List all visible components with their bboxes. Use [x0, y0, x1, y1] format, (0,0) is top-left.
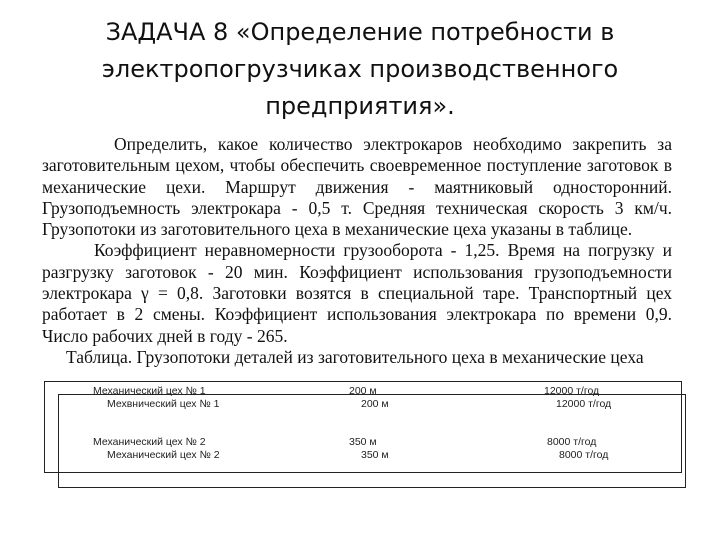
- table-row-2-shop-shadow: Механический цех № 2: [107, 449, 220, 461]
- table-row-1-distance-shadow: 200 м: [361, 398, 389, 410]
- table-row-2-shop: Механический цех № 2: [93, 436, 206, 448]
- table-row-1-flow: 12000 т/год: [544, 385, 600, 397]
- table-row-2-distance: 350 м: [349, 436, 377, 448]
- table-row-1-flow-shadow: 12000 т/год: [556, 398, 612, 410]
- table-row-2-flow-shadow: 8000 т/год: [559, 449, 609, 461]
- table-row-1-shop-shadow: Мехвнический цех № 1: [107, 398, 220, 410]
- table-row-1-shop: Механический цех № 1: [93, 385, 206, 397]
- slide-title: ЗАДАЧА 8 «Определение потребности в электропогрузчиках производственного предприятия».: [101, 18, 619, 120]
- paragraph-coefficients: Коэффициент неравномерности грузооборота - 1,25. Время на погрузку и разгрузку заготовок - 20 мин. Коэффициент использования грузоподъемности электрокара γ = 0,8. Заготовки возятся в специальной таре. Транспортный цех работает в 2 смены. Коэффициент использования электрокара по времени 0,9. Число рабочих дней в году - 265.: [42, 240, 672, 346]
- task-description: [42, 134, 672, 347]
- table-row-2-distance-shadow: 350 м: [361, 449, 389, 461]
- paragraph-conditions: Определить, какое количество электрокаров необходимо закрепить за заготовительным цехом, чтобы обеспечить своевременное поступление заготовок в механические цехи. Маршрут движения - маятниковый односторонний. Грузоподъемность электрокара - 0,5 т. Средняя техническая скорость 3 км/ч. Грузопотоки из заготовительного цеха в механические цеха указаны в таблице.: [42, 134, 672, 240]
- table-caption: Таблица. Грузопотоки деталей из заготовительного цеха в механические цеха: [66, 347, 644, 367]
- table-row-1-distance: 200 м: [349, 385, 377, 397]
- table-row-2-flow: 8000 т/год: [547, 436, 597, 448]
